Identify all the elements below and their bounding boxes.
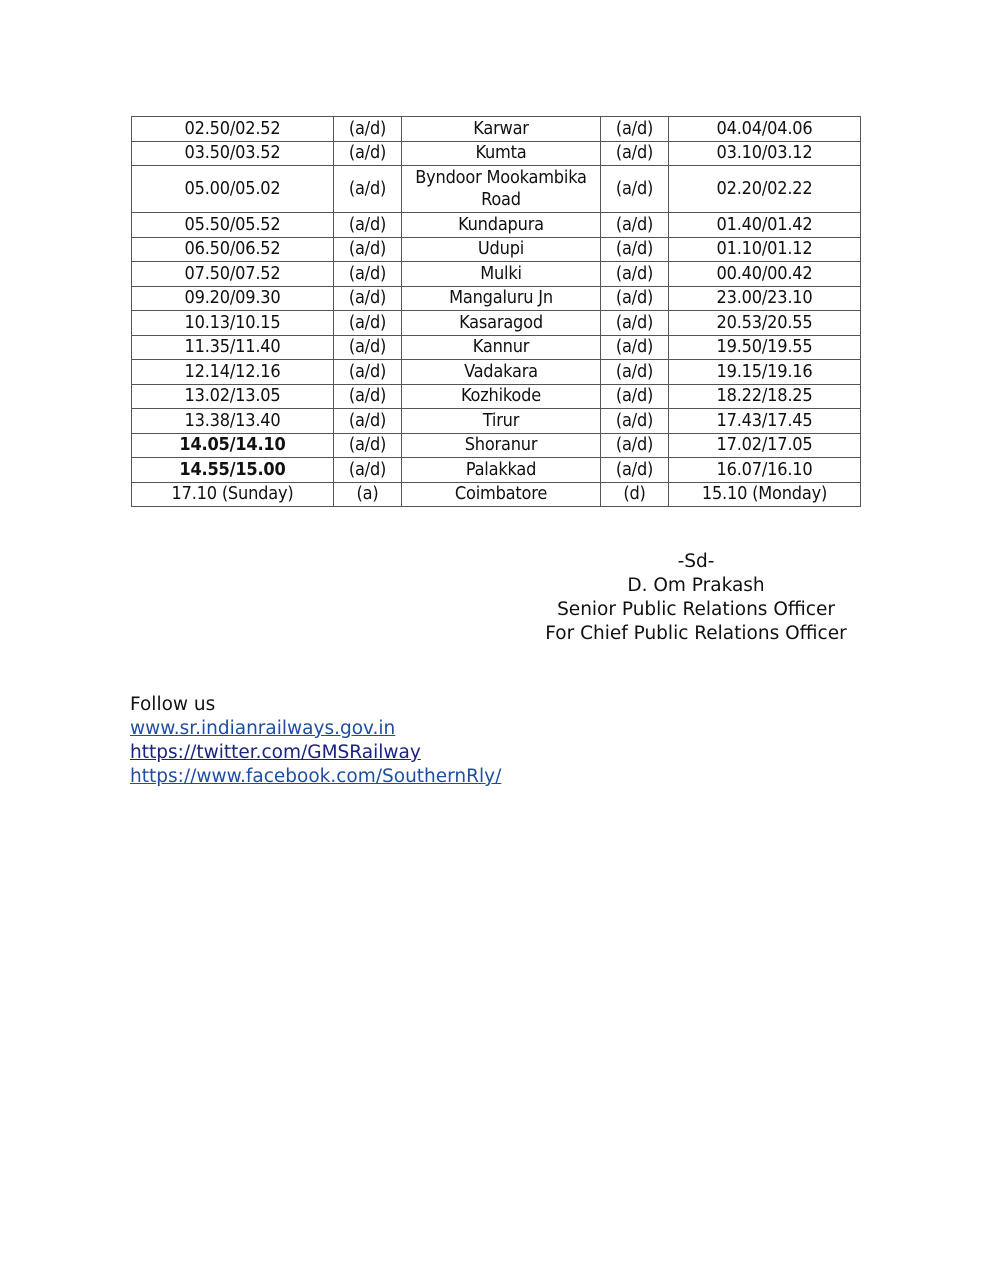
table-row: [132, 458, 861, 483]
up-arr-dep-cell: (a/d): [601, 433, 669, 458]
website-link[interactable]: www.sr.indianrailways.gov.in: [130, 718, 396, 739]
station-cell: Vadakara: [402, 360, 601, 385]
down-arr-dep-cell: (a/d): [334, 237, 402, 262]
up-arr-dep-cell: (a/d): [601, 286, 669, 311]
signatory-name: D. Om Prakash: [627, 575, 765, 596]
down-time-cell: 07.50/07.52: [132, 262, 334, 287]
twitter-link[interactable]: https://twitter.com/GMSRailway: [130, 742, 421, 763]
table-row: [132, 360, 861, 385]
station-cell: Kumta: [402, 141, 601, 166]
signatory-designation: Senior Public Relations Officer: [557, 599, 835, 620]
down-time-cell: 17.10 (Sunday): [132, 482, 334, 507]
up-time-cell: 20.53/20.55: [669, 311, 861, 336]
down-time-cell: 11.35/11.40: [132, 335, 334, 360]
up-arr-dep-cell: (a/d): [601, 458, 669, 483]
up-time-cell: 16.07/16.10: [669, 458, 861, 483]
down-time-cell: 02.50/02.52: [132, 117, 334, 142]
up-time-cell: 15.10 (Monday): [669, 482, 861, 507]
table-row: [132, 409, 861, 434]
down-arr-dep-cell: (a/d): [334, 360, 402, 385]
up-time-cell: 00.40/00.42: [669, 262, 861, 287]
station-cell: Kannur: [402, 335, 601, 360]
down-arr-dep-cell: (a/d): [334, 166, 402, 213]
up-time-cell: 03.10/03.12: [669, 141, 861, 166]
up-arr-dep-cell: (a/d): [601, 409, 669, 434]
up-arr-dep-cell: (a/d): [601, 141, 669, 166]
down-time-cell: 05.00/05.02: [132, 166, 334, 213]
up-time-cell: 19.15/19.16: [669, 360, 861, 385]
station-cell: Palakkad: [402, 458, 601, 483]
down-arr-dep-cell: (a/d): [334, 409, 402, 434]
up-arr-dep-cell: (a/d): [601, 117, 669, 142]
up-arr-dep-cell: (a/d): [601, 213, 669, 238]
down-arr-dep-cell: (a/d): [334, 213, 402, 238]
down-arr-dep-cell: (a/d): [334, 286, 402, 311]
station-cell: Kasaragod: [402, 311, 601, 336]
down-time-cell: 14.55/15.00: [132, 458, 334, 483]
table-row: [132, 482, 861, 507]
up-arr-dep-cell: (a/d): [601, 262, 669, 287]
station-cell: Kozhikode: [402, 384, 601, 409]
down-arr-dep-cell: (a/d): [334, 335, 402, 360]
signature-block: [531, 550, 861, 646]
station-cell: Tirur: [402, 409, 601, 434]
up-arr-dep-cell: (a/d): [601, 166, 669, 213]
station-cell: Shoranur: [402, 433, 601, 458]
down-arr-dep-cell: (a/d): [334, 311, 402, 336]
follow-us-block: [130, 693, 501, 789]
timetable-body: [132, 117, 861, 507]
timetable: [131, 116, 861, 507]
down-time-cell: 06.50/06.52: [132, 237, 334, 262]
table-row: [132, 433, 861, 458]
table-row: [132, 117, 861, 142]
down-time-cell: 03.50/03.52: [132, 141, 334, 166]
table-row: [132, 286, 861, 311]
down-time-cell: 14.05/14.10: [132, 433, 334, 458]
table-row: [132, 237, 861, 262]
table-row: [132, 166, 861, 213]
station-cell: Coimbatore: [402, 482, 601, 507]
table-row: [132, 384, 861, 409]
station-cell: Udupi: [402, 237, 601, 262]
up-arr-dep-cell: (d): [601, 482, 669, 507]
down-arr-dep-cell: (a/d): [334, 433, 402, 458]
up-time-cell: 19.50/19.55: [669, 335, 861, 360]
facebook-link[interactable]: https://www.facebook.com/SouthernRly/: [130, 766, 502, 787]
table-row: [132, 311, 861, 336]
table-row: [132, 262, 861, 287]
down-arr-dep-cell: (a/d): [334, 262, 402, 287]
down-arr-dep-cell: (a/d): [334, 384, 402, 409]
down-arr-dep-cell: (a/d): [334, 458, 402, 483]
up-arr-dep-cell: (a/d): [601, 360, 669, 385]
up-time-cell: 01.10/01.12: [669, 237, 861, 262]
down-arr-dep-cell: (a/d): [334, 141, 402, 166]
down-time-cell: 12.14/12.16: [132, 360, 334, 385]
table-row: [132, 141, 861, 166]
down-time-cell: 05.50/05.52: [132, 213, 334, 238]
up-time-cell: 17.02/17.05: [669, 433, 861, 458]
down-time-cell: 10.13/10.15: [132, 311, 334, 336]
up-time-cell: 04.04/04.06: [669, 117, 861, 142]
signatory-on-behalf: For Chief Public Relations Officer: [545, 623, 847, 644]
station-cell: Karwar: [402, 117, 601, 142]
table-row: [132, 335, 861, 360]
down-time-cell: 13.02/13.05: [132, 384, 334, 409]
station-cell: Mangaluru Jn: [402, 286, 601, 311]
station-cell: Mulki: [402, 262, 601, 287]
up-time-cell: 23.00/23.10: [669, 286, 861, 311]
up-arr-dep-cell: (a/d): [601, 384, 669, 409]
up-arr-dep-cell: (a/d): [601, 335, 669, 360]
signature-sd: -Sd-: [677, 551, 715, 572]
table-row: [132, 213, 861, 238]
follow-us-heading: Follow us: [130, 694, 216, 715]
up-time-cell: 17.43/17.45: [669, 409, 861, 434]
up-arr-dep-cell: (a/d): [601, 237, 669, 262]
up-time-cell: 01.40/01.42: [669, 213, 861, 238]
down-time-cell: 13.38/13.40: [132, 409, 334, 434]
station-cell: Kundapura: [402, 213, 601, 238]
down-arr-dep-cell: (a): [334, 482, 402, 507]
up-arr-dep-cell: (a/d): [601, 311, 669, 336]
up-time-cell: 18.22/18.25: [669, 384, 861, 409]
up-time-cell: 02.20/02.22: [669, 166, 861, 213]
down-time-cell: 09.20/09.30: [132, 286, 334, 311]
station-cell: Byndoor Mookambika Road: [402, 166, 601, 213]
down-arr-dep-cell: (a/d): [334, 117, 402, 142]
